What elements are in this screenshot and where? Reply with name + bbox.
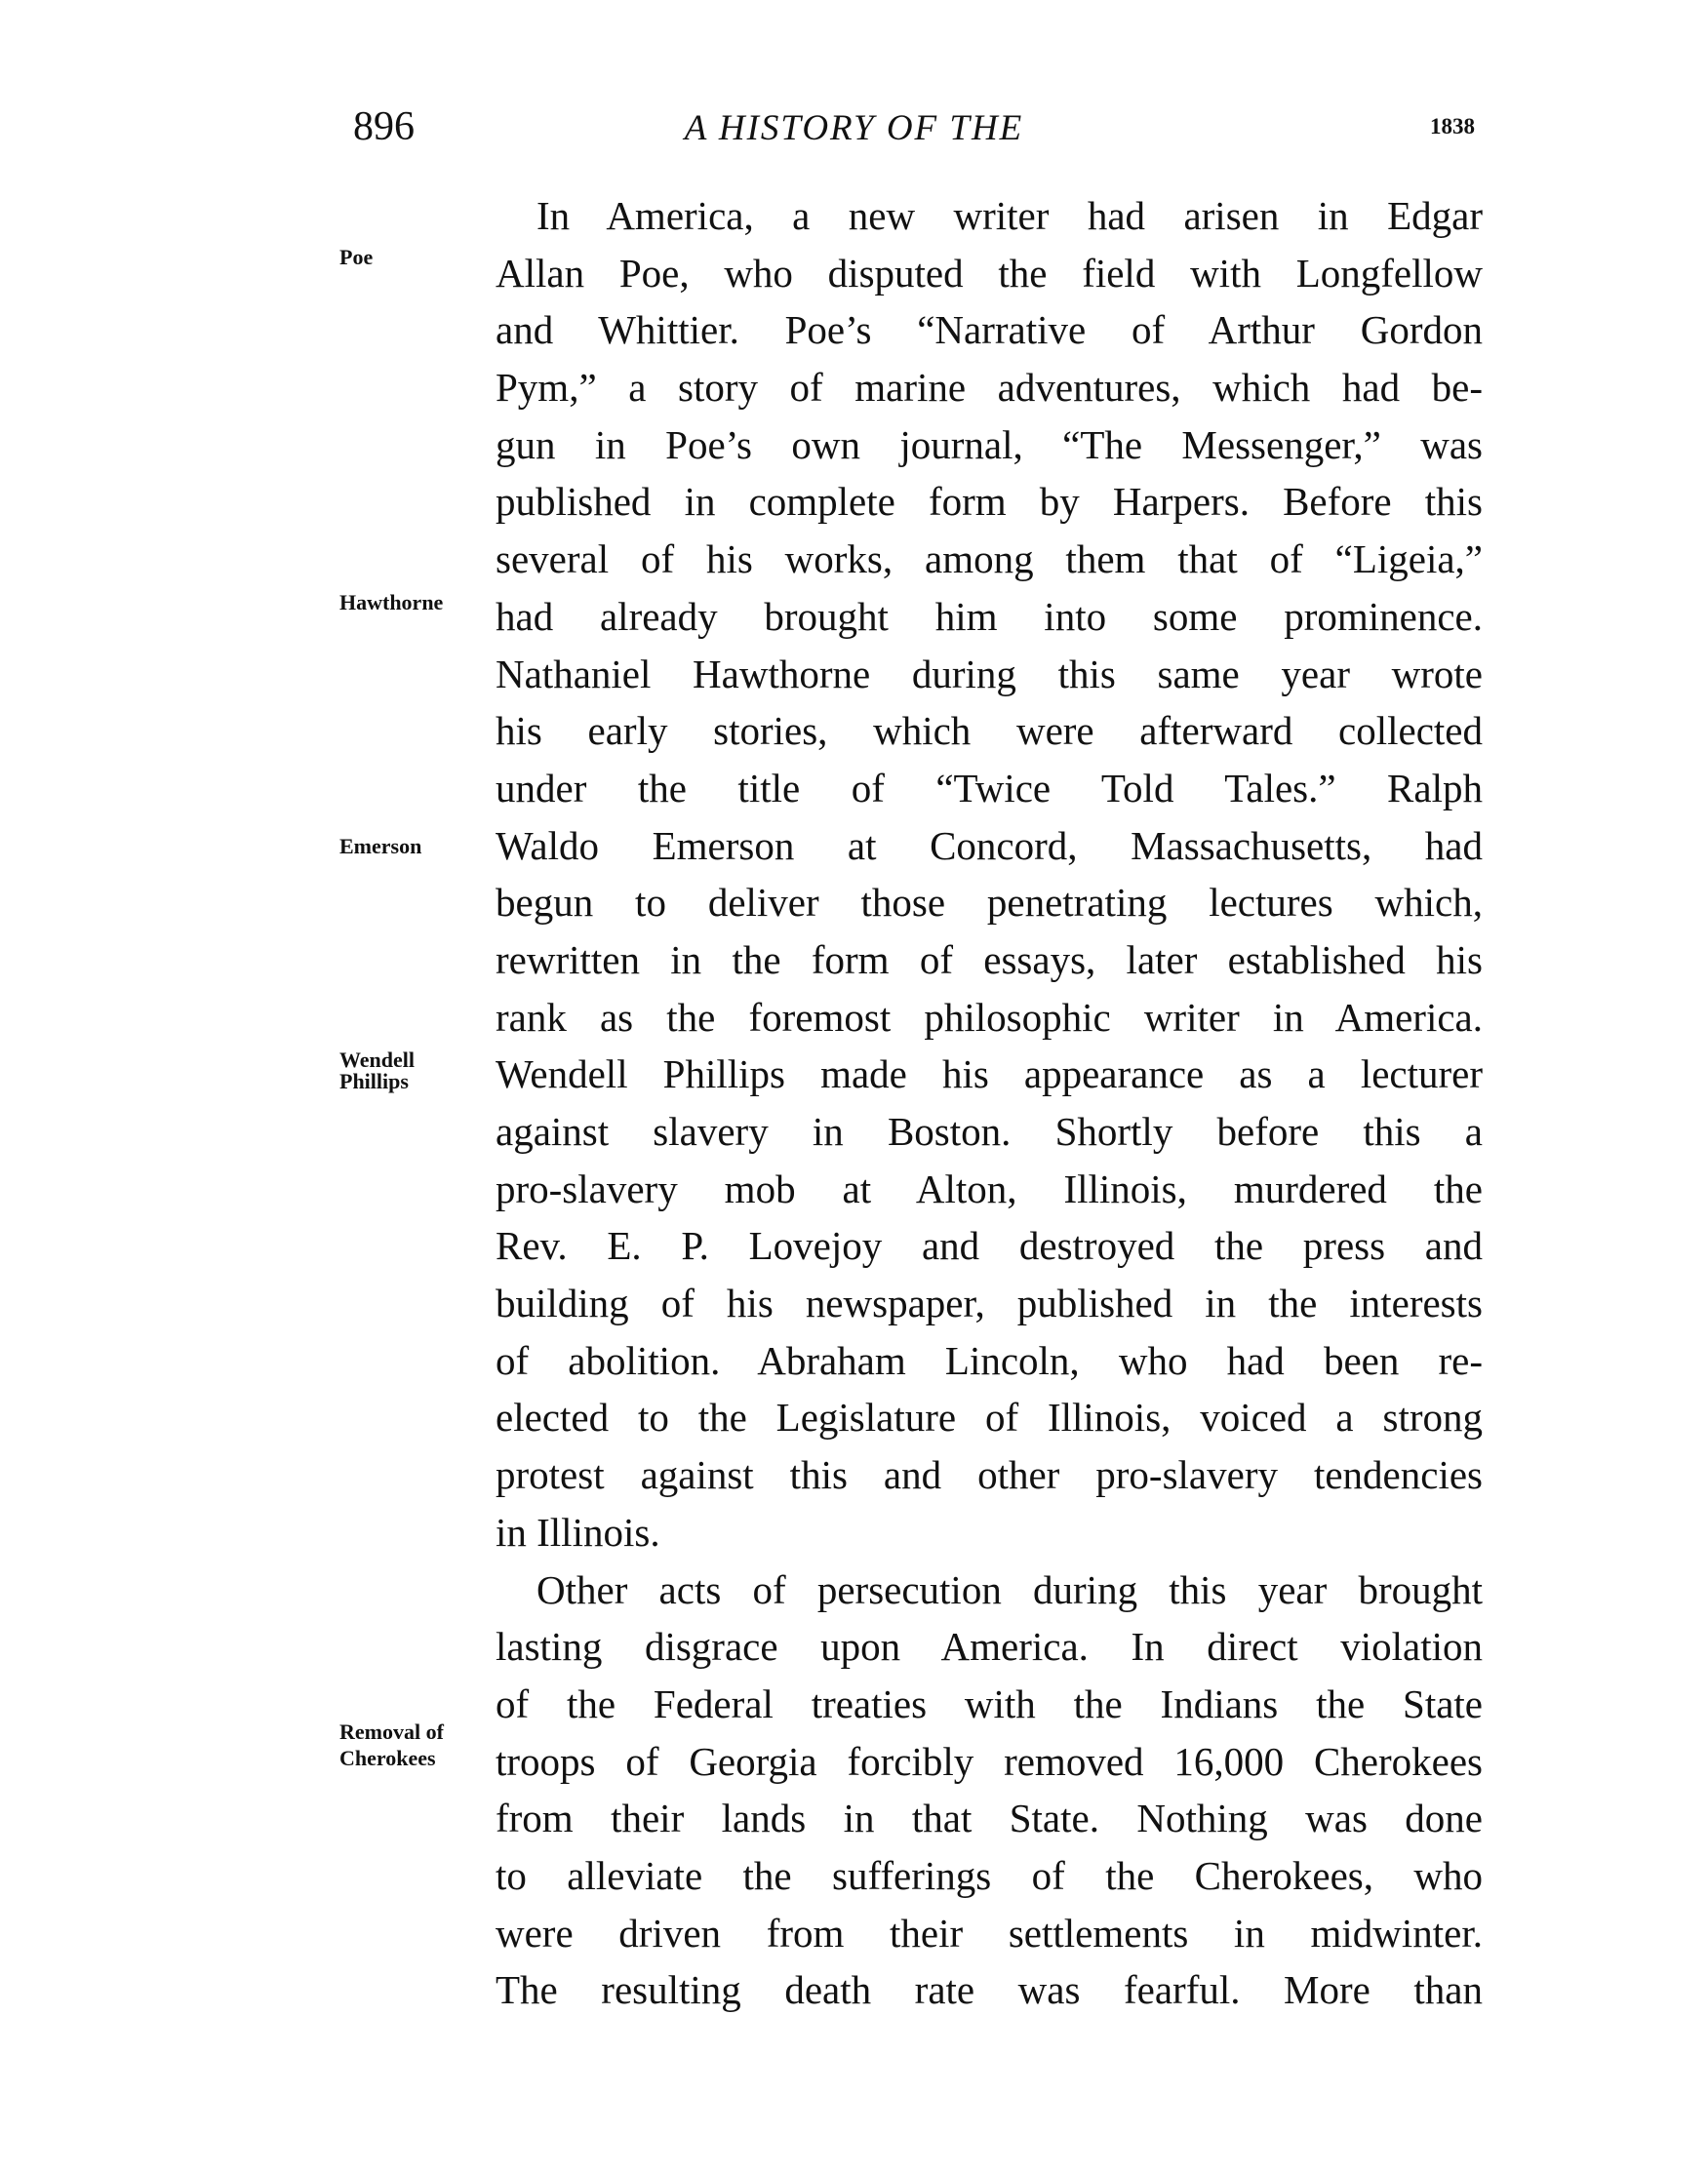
text-line: of the Federal treaties with the Indians the State [496,1680,1483,1726]
margin-note-line: Wendell [339,1047,416,1072]
margin-note-wendell-phillips [339,1049,415,1092]
text-line: protest against this and other pro-slavery tendencies [496,1452,1483,1498]
body-text [496,187,1483,2019]
text-line: several of his works, among them that of “Ligeia,” [496,536,1483,582]
text-line: to alleviate the sufferings of the Cherokees, who [496,1852,1483,1898]
margin-note-emerson: Emerson [339,834,422,858]
running-title: A HISTORY OF THE [684,108,1024,148]
text-line: of abolition. Abraham Lincoln, who had been re- [496,1337,1483,1383]
text-line: In America, a new writer had arisen in Edgar [536,193,1483,238]
margin-note-line: Phillips [339,1069,409,1093]
text-line: against slavery in Boston. Shortly before this a [496,1109,1483,1154]
running-year: 1838 [1430,114,1475,138]
text-line: Waldo Emerson at Concord, Massachusetts, had [496,822,1483,868]
text-line: published in complete form by Harpers. Before this [496,479,1483,525]
text-line: in Illinois. [496,1509,660,1555]
margin-note-line: Cherokees [339,1746,436,1770]
text-line: and Whittier. Poe’s “Narrative of Arthur Gordon [496,307,1483,353]
text-line: were driven from their settlements in midwinter. [496,1910,1483,1956]
text-line: pro-slavery mob at Alton, Illinois, murdered the [496,1166,1483,1211]
text-line: Wendell Phillips made his appearance as a lecturer [496,1051,1483,1097]
text-line: under the title of “Twice Told Tales.” Ralph [496,765,1483,810]
text-line: had already brought him into some prominence. [496,593,1483,639]
text-line: gun in Poe’s own journal, “The Messenger,” was [496,421,1483,467]
text-line: Allan Poe, who disputed the field with Longfellow [496,250,1483,296]
margin-note-poe: Poe [339,245,374,269]
text-line: Nathaniel Hawthorne during this same year wrote [496,651,1483,696]
text-line: lasting disgrace upon America. In direct violation [496,1624,1483,1670]
text-line: Rev. E. P. Lovejoy and destroyed the press and [496,1223,1483,1269]
text-line: The resulting death rate was fearful. More than [496,1967,1483,2013]
text-line: his early stories, which were afterward collected [496,708,1483,754]
text-line: troops of Georgia forcibly removed 16,000 Cherokees [496,1738,1483,1784]
text-line: building of his newspaper, published in the interests [496,1281,1483,1326]
text-line: Other acts of persecution during this year brought [536,1566,1483,1612]
page-number: 896 [353,104,415,149]
margin-note-line: Removal of [339,1719,444,1744]
text-line: rank as the foremost philosophic writer in America. [496,994,1483,1040]
text-line: from their lands in that State. Nothing was done [496,1796,1483,1841]
margin-note-removal-of-cherokees [339,1719,444,1771]
text-line: elected to the Legislature of Illinois, voiced a strong [496,1395,1483,1441]
text-line: rewritten in the form of essays, later established his [496,936,1483,982]
text-line: Pym,” a story of marine adventures, which had be- [496,365,1483,411]
text-line: begun to deliver those penetrating lectures which, [496,880,1483,926]
margin-note-hawthorne: Hawthorne [339,590,444,614]
